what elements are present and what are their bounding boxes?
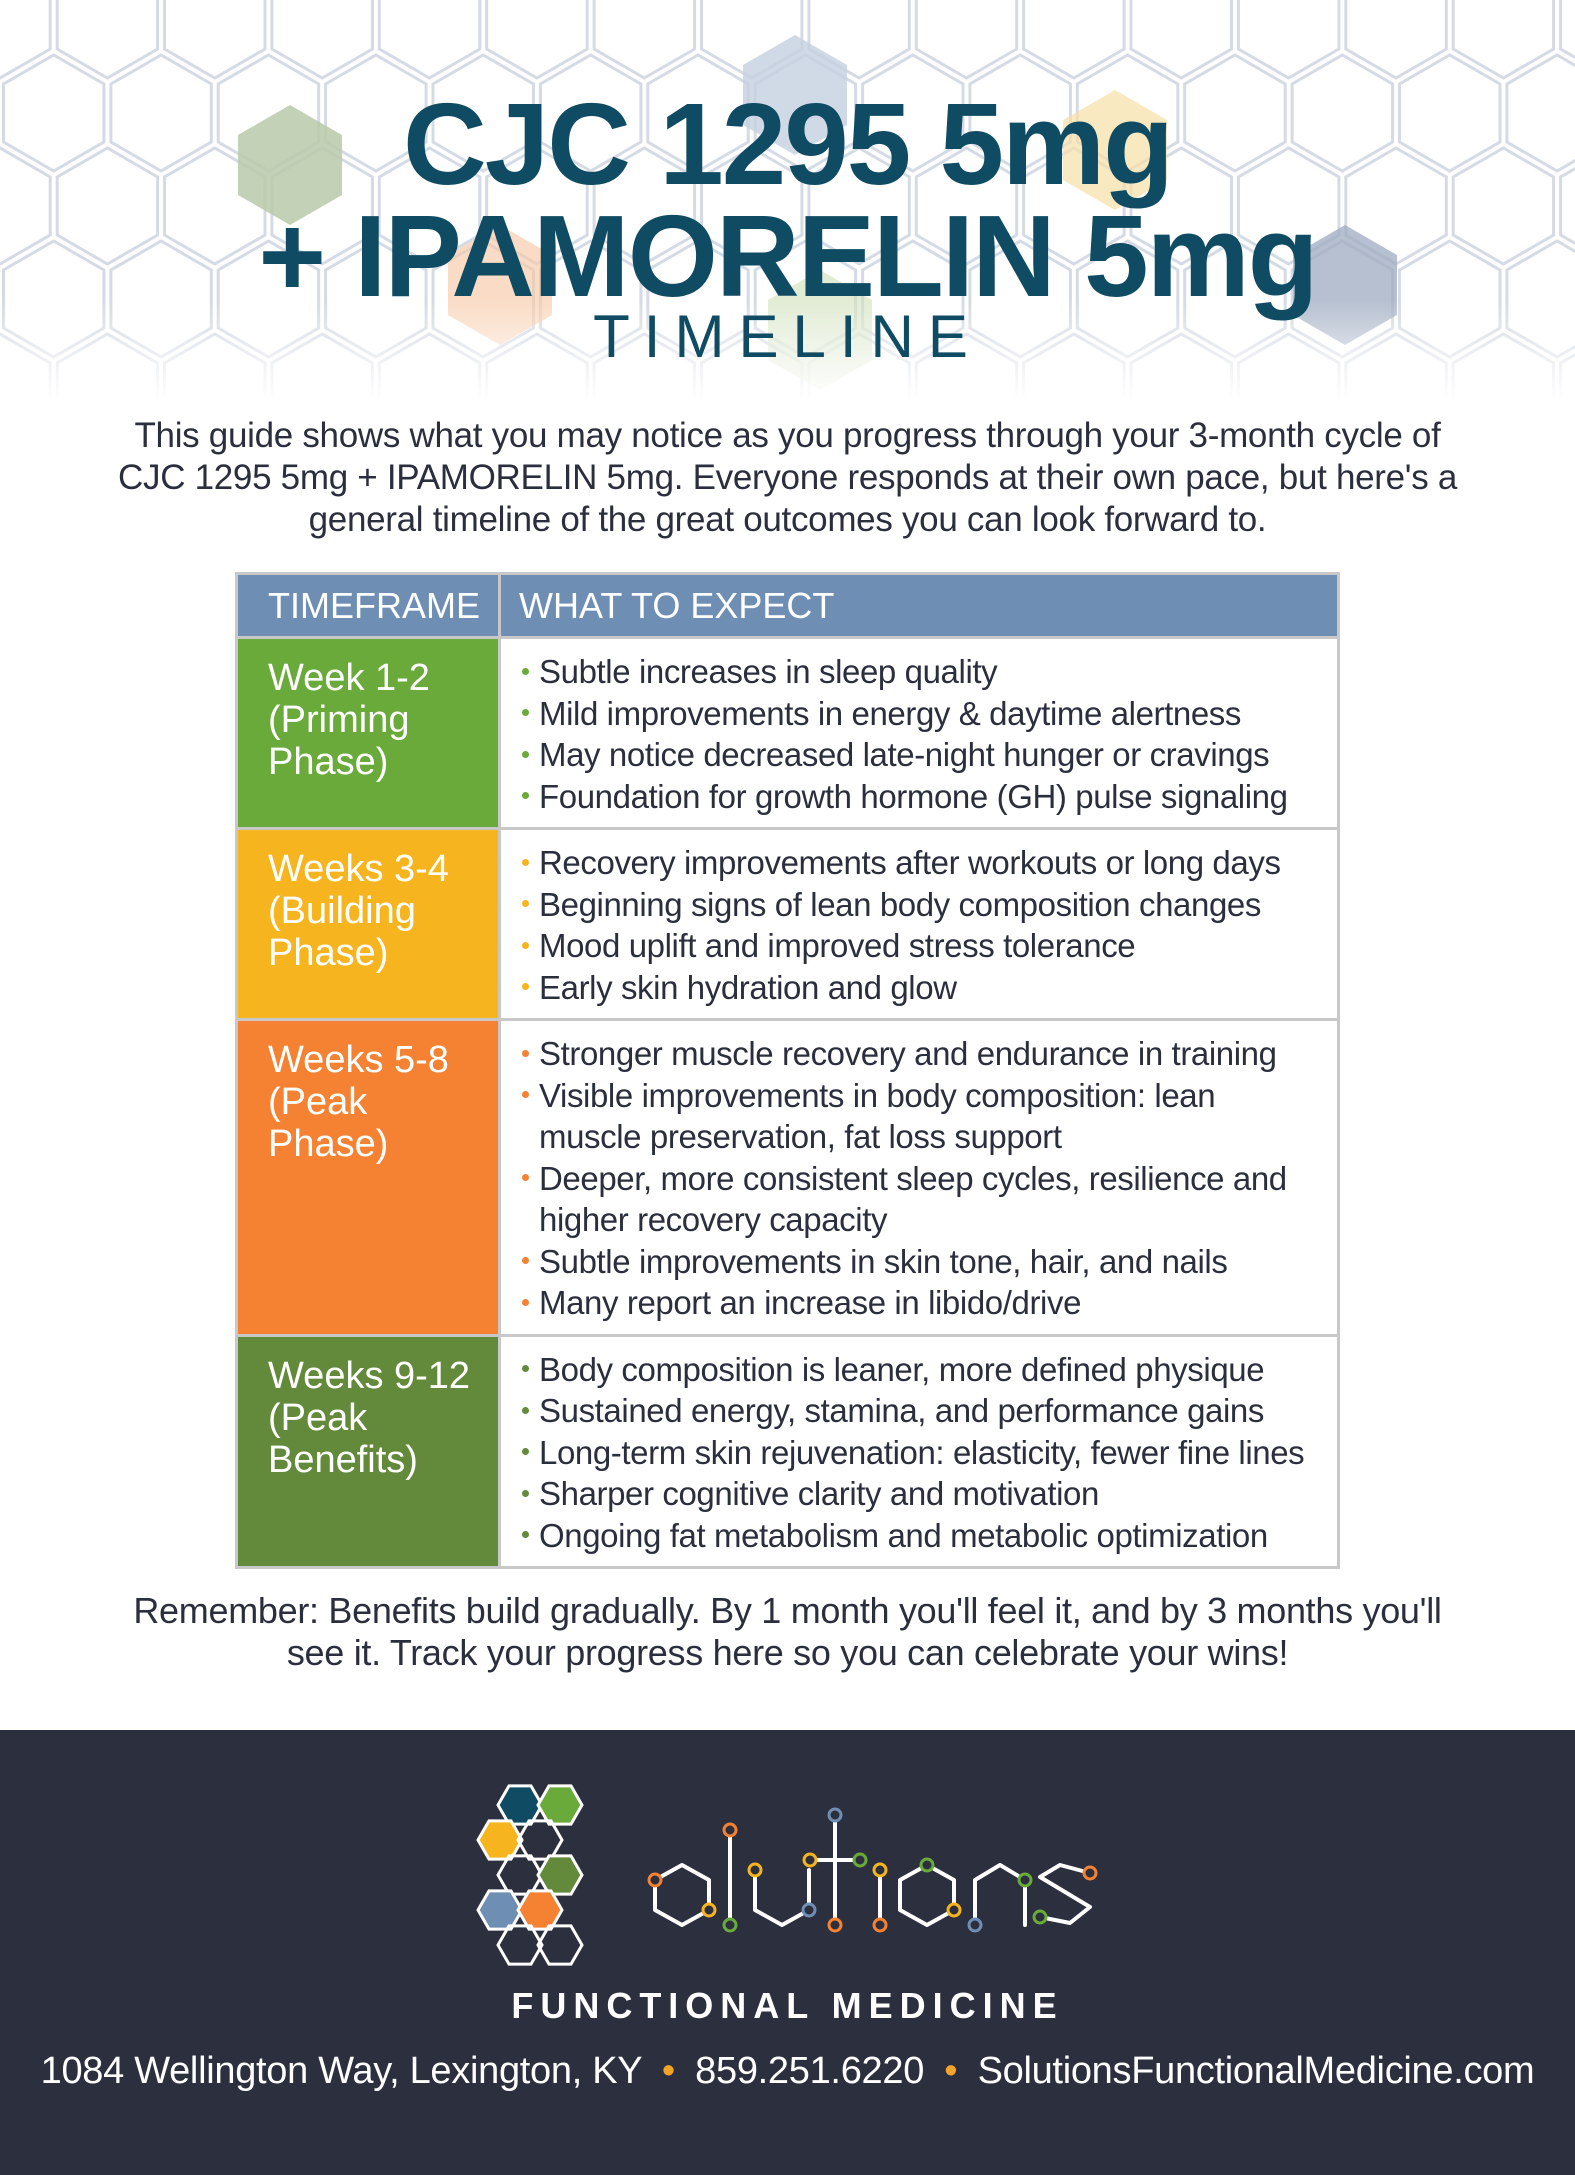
- dna-icon: [538, 1856, 582, 1894]
- hexagon-icon: [498, 1786, 542, 1824]
- bullet-icon: [522, 1299, 529, 1306]
- logo-dot-icon: [703, 1904, 715, 1916]
- list-item: [519, 651, 1319, 693]
- logo-dot-icon: [921, 1859, 933, 1871]
- bullet-icon: [522, 1407, 529, 1414]
- page-title: [0, 79, 1575, 321]
- bullet-icon: [522, 709, 529, 716]
- bullet-icon: [522, 1448, 529, 1455]
- bullet-icon: [522, 1531, 529, 1538]
- contact-line: [0, 2050, 1575, 2093]
- address-text: 1084 Wellington Way, Lexington, KY: [40, 2050, 642, 2092]
- logo-dot-icon: [829, 1919, 841, 1931]
- phase-cell: Weeks 5-8 (Peak Phase): [237, 1020, 500, 1336]
- list-item: [519, 1282, 1319, 1324]
- intro-paragraph: This guide shows what you may notice as you progress through your 3-month cycle of CJC 1295 5mg + IPAMORELIN 5mg. Everyone responds at their own pace, but here's a general timeline of the great outcomes you can look forward to.: [118, 416, 1457, 539]
- hexagon-outline-icon: [538, 1926, 582, 1964]
- phone-link[interactable]: 859.251.6220: [695, 2050, 925, 2092]
- list-item-text: Deeper, more consistent sleep cycles, resilience and higher recovery capacity: [539, 1159, 1287, 1238]
- list-item: [519, 1390, 1319, 1432]
- list-item-text: Visible improvements in body composition: lean muscle preservation, fat loss support: [539, 1076, 1216, 1155]
- logo-dot-icon: [969, 1919, 981, 1931]
- column-header-timeframe: TIMEFRAME: [237, 574, 500, 638]
- logo-dot-icon: [724, 1824, 736, 1836]
- list-item: [519, 1515, 1319, 1557]
- list-item-text: Recovery improvements after workouts or long days: [539, 844, 1281, 881]
- list-item: [519, 884, 1319, 926]
- list-item: [519, 1432, 1319, 1474]
- logo-dot-icon: [1019, 1874, 1031, 1886]
- citrus-icon: [518, 1891, 562, 1929]
- bullet-icon: [522, 751, 529, 758]
- hexagon-outline-icon: [498, 1856, 542, 1894]
- list-item: [519, 1349, 1319, 1391]
- page-subtitle: TIMELINE: [593, 303, 982, 370]
- bullet-icon: [522, 792, 529, 799]
- list-item: [519, 1158, 1319, 1241]
- logo-dot-icon: [749, 1864, 761, 1876]
- logo-dot-icon: [854, 1854, 866, 1866]
- list-item: [519, 1473, 1319, 1515]
- list-item: [519, 734, 1319, 776]
- bullet-icon: [522, 1174, 529, 1181]
- bullet-icon: [522, 983, 529, 990]
- list-item-text: Mild improvements in energy & daytime alertness: [539, 694, 1241, 732]
- brand-subtitle: FUNCTIONAL MEDICINE: [511, 1985, 1064, 2026]
- logo-dot-icon: [1034, 1911, 1046, 1923]
- logo-dot-icon: [724, 1919, 736, 1931]
- list-item: [519, 842, 1319, 884]
- logo-dot-icon: [948, 1904, 960, 1916]
- title-line-1: CJC 1295 5mg: [402, 79, 1173, 209]
- column-header-what-to-expect: WHAT TO EXPECT: [500, 574, 1339, 638]
- phase-cell: Weeks 9-12 (Peak Benefits): [237, 1335, 500, 1568]
- timeline-table: [235, 572, 1340, 1569]
- list-item-text: Body composition is leaner, more defined physique: [539, 1350, 1265, 1388]
- list-item: [519, 1241, 1319, 1283]
- list-item: [519, 1033, 1319, 1075]
- hourglass-icon: [478, 1891, 522, 1929]
- separator-dot: •: [661, 2050, 675, 2092]
- separator-dot: •: [944, 2050, 958, 2092]
- list-item-text: Early skin hydration and glow: [539, 968, 957, 1006]
- logo-dot-icon: [829, 1809, 841, 1821]
- footer: [0, 1730, 1575, 2175]
- bullet-icon: [522, 900, 529, 907]
- expectations-cell: [500, 638, 1339, 829]
- list-item-text: Many report an increase in libido/drive: [539, 1284, 1082, 1321]
- table-header-row: [237, 574, 1339, 638]
- list-item: [519, 693, 1319, 735]
- logo-dot-icon: [804, 1854, 816, 1866]
- bullet-icon: [522, 1091, 529, 1098]
- bullet-icon: [522, 1050, 529, 1057]
- solutions-logo: [460, 1765, 1120, 1975]
- list-item-text: Sharper cognitive clarity and motivation: [539, 1475, 1099, 1512]
- logo-dot-icon: [1084, 1867, 1096, 1879]
- bullet-icon: [522, 942, 529, 949]
- list-item: [519, 1075, 1319, 1158]
- list-item-text: Foundation for growth hormone (GH) pulse signaling: [539, 777, 1288, 815]
- list-item-text: Beginning signs of lean body composition changes: [539, 885, 1261, 923]
- list-item: [519, 776, 1319, 818]
- bullet-icon: [522, 1257, 529, 1264]
- list-item: [519, 967, 1319, 1009]
- bullet-icon: [522, 1490, 529, 1497]
- list-item-text: Stronger muscle recovery and endurance in training: [539, 1035, 1277, 1072]
- gears-icon: [478, 1821, 522, 1859]
- table-row: [237, 1335, 1339, 1568]
- logo-dot-icon: [803, 1904, 815, 1916]
- list-item: [519, 925, 1319, 967]
- logo-dot-icon: [874, 1919, 886, 1931]
- list-item-text: Sustained energy, stamina, and performance gains: [539, 1392, 1264, 1429]
- table-row: [237, 1020, 1339, 1336]
- list-item-text: Ongoing fat metabolism and metabolic optimization: [539, 1516, 1268, 1554]
- list-item-text: May notice decreased late-night hunger or cravings: [539, 736, 1270, 773]
- list-item-text: Mood uplift and improved stress tolerance: [539, 927, 1136, 964]
- table-row: [237, 829, 1339, 1020]
- remember-note: Remember: Benefits build gradually. By 1 month you'll feel it, and by 3 months you'll see it. Track your progress here so you can celebrate your wins!: [133, 1590, 1442, 1673]
- expectations-cell: [500, 1020, 1339, 1336]
- list-item-text: Subtle increases in sleep quality: [539, 653, 998, 690]
- logo-dot-icon: [874, 1864, 886, 1876]
- phase-cell: Weeks 3-4 (Building Phase): [237, 829, 500, 1020]
- website-link[interactable]: SolutionsFunctionalMedicine.com: [977, 2050, 1535, 2092]
- bullet-icon: [522, 668, 529, 675]
- leaf-icon: [538, 1786, 582, 1824]
- expectations-cell: [500, 829, 1339, 1020]
- bullet-icon: [522, 859, 529, 866]
- title-line-2: + IPAMORELIN 5mg: [258, 191, 1317, 321]
- bullet-icon: [522, 1365, 529, 1372]
- expectations-cell: [500, 1335, 1339, 1568]
- logo-dot-icon: [649, 1874, 661, 1886]
- list-item-text: Long-term skin rejuvenation: elasticity, fewer fine lines: [539, 1433, 1305, 1471]
- table-row: [237, 638, 1339, 829]
- list-item-text: Subtle improvements in skin tone, hair, and nails: [539, 1242, 1228, 1280]
- phase-cell: Week 1-2 (Priming Phase): [237, 638, 500, 829]
- hexagon-outline-icon: [518, 1821, 562, 1859]
- hexagon-outline-icon: [498, 1926, 542, 1964]
